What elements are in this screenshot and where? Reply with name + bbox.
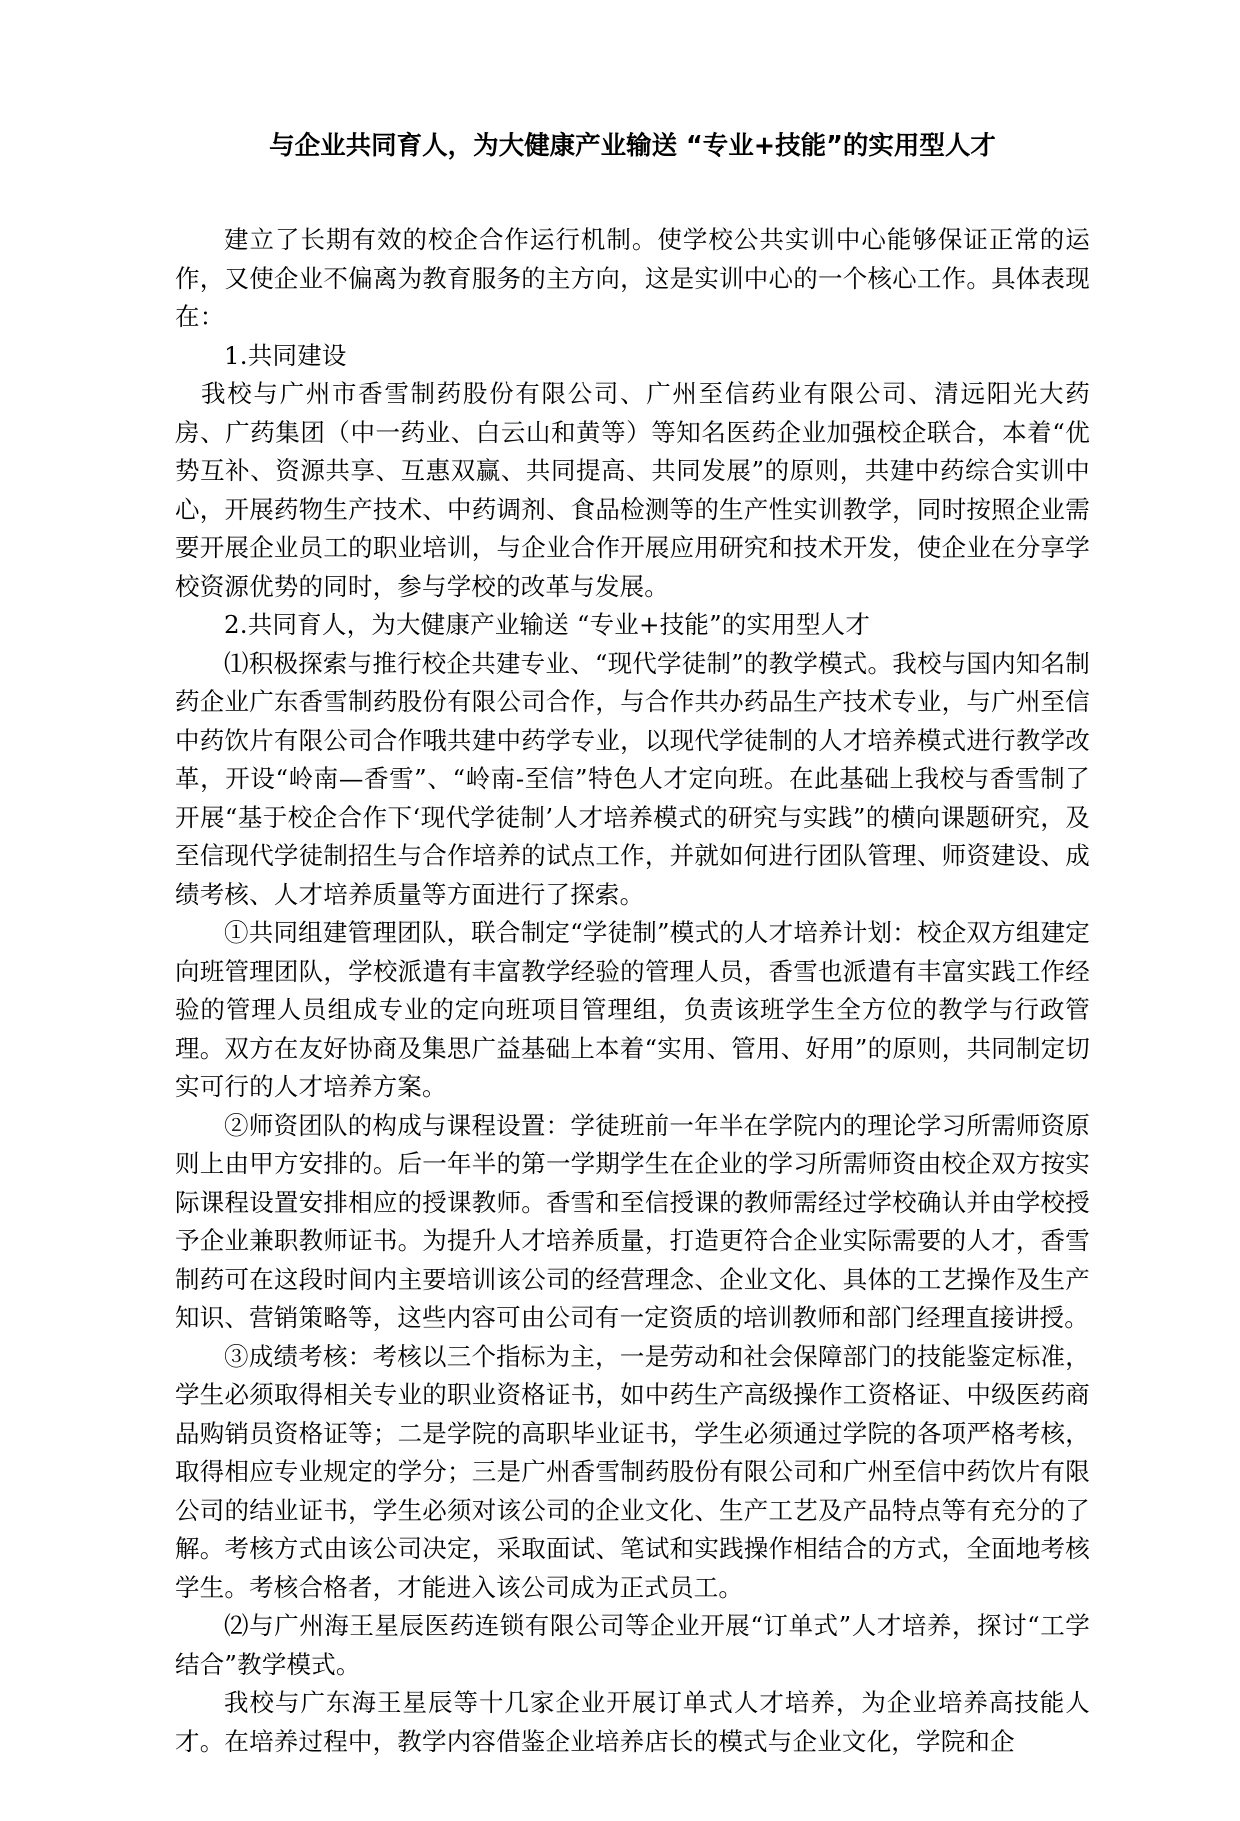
paragraph-1: 建立了长期有效的校企合作运行机制。使学校公共实训中心能够保证正常的运作，又使企业不偏离为教育服务的主方向，这是实训中心的一个核心工作。具体表现在： bbox=[175, 225, 1090, 332]
paragraph-6: ①共同组建管理团队，联合制定“学徒制”模式的人才培养计划：校企双方组建定向班管理团队，学校派遣有丰富教学经验的管理人员，香雪也派遣有丰富实践工作经验的管理人员组成专业的定向班项目管理组，负责该班学生全方位的教学与行政管理。双方在友好协商及集思广益基础上本着“实用、管用、好用”的原则，共同制定切实可行的人才培养方案。 bbox=[175, 918, 1090, 1102]
paragraph-7: ②师资团队的构成与课程设置：学徒班前一年半在学院内的理论学习所需师资原则上由甲方安排的。后一年半的第一学期学生在企业的学习所需师资由校企双方按实际课程设置安排相应的授课教师。香雪和至信授课的教师需经过学校确认并由学校授予企业兼职教师证书。为提升人才培养质量，打造更符合企业实际需要的人才，香雪制药可在这段时间内主要培训该公司的经营理念、企业文化、具体的工艺操作及生产知识、营销策略等，这些内容可由公司有一定资质的培训教师和部门经理直接讲授。 bbox=[175, 1110, 1090, 1333]
paragraph-4: 2.共同育人，为大健康产业输送 “专业+技能”的实用型人才 bbox=[224, 610, 871, 640]
paragraph-3: 我校与广州市香雪制药股份有限公司、广州至信药业有限公司、清远阳光大药房、广药集团（中一药业、白云山和黄等）等知名医药企业加强校企联合，本着“优势互补、资源共享、互惠双赢、共同提高、共同发展”的原则，共建中药综合实训中心，开展药物生产技术、中药调剂、食品检测等的生产性实训教学，同时按照企业需要开展企业员工的职业培训，与企业合作开展应用研究和技术开发，使企业在分享学校资源优势的同时，参与学校的改革与发展。 bbox=[175, 379, 1090, 601]
paragraph-2: 1.共同建设 bbox=[224, 340, 347, 370]
paragraph-9: ⑵与广州海王星辰医药连锁有限公司等企业开展“订单式”人才培养，探讨“工学结合”教学模式。 bbox=[175, 1611, 1090, 1679]
paragraph-8: ③成绩考核：考核以三个指标为主，一是劳动和社会保障部门的技能鉴定标准，学生必须取得相关专业的职业资格证书，如中药生产高级操作工资格证、中级医药商品购销员资格证等；二是学院的高职毕业证书，学生必须通过学院的各项严格考核，取得相应专业规定的学分；三是广州香雪制药股份有限公司和广州至信中药饮片有限公司的结业证书，学生必须对该公司的企业文化、生产工艺及产品特点等有充分的了解。考核方式由该公司决定，采取面试、笔试和实践操作相结合的方式，全面地考核学生。考核合格者，才能进入该公司成为正式员工。 bbox=[175, 1341, 1090, 1602]
page-title: 与企业共同育人，为大健康产业输送 “专业+技能”的实用型人才 bbox=[269, 131, 996, 161]
document-body bbox=[175, 221, 1090, 1761]
paragraph-10: 我校与广东海王星辰等十几家企业开展订单式人才培养，为企业培养高技能人才。在培养过程中，教学内容借鉴企业培养店长的模式与企业文化，学院和企 bbox=[175, 1688, 1090, 1756]
paragraph-5: ⑴积极探索与推行校企共建专业、“现代学徒制”的教学模式。我校与国内知名制药企业广东香雪制药股份有限公司合作，与合作共办药品生产技术专业，与广州至信中药饮片有限公司合作哦共建中药学专业，以现代学徒制的人才培养模式进行教学改革，开设“岭南—香雪”、“岭南-至信”特色人才定向班。在此基础上我校与香雪制了开展“基于校企合作下‘现代学徒制’人才培养模式的研究与实践”的横向课题研究，及至信现代学徒制招生与合作培养的试点工作，并就如何进行团队管理、师资建设、成绩考核、人才培养质量等方面进行了探索。 bbox=[175, 648, 1090, 909]
